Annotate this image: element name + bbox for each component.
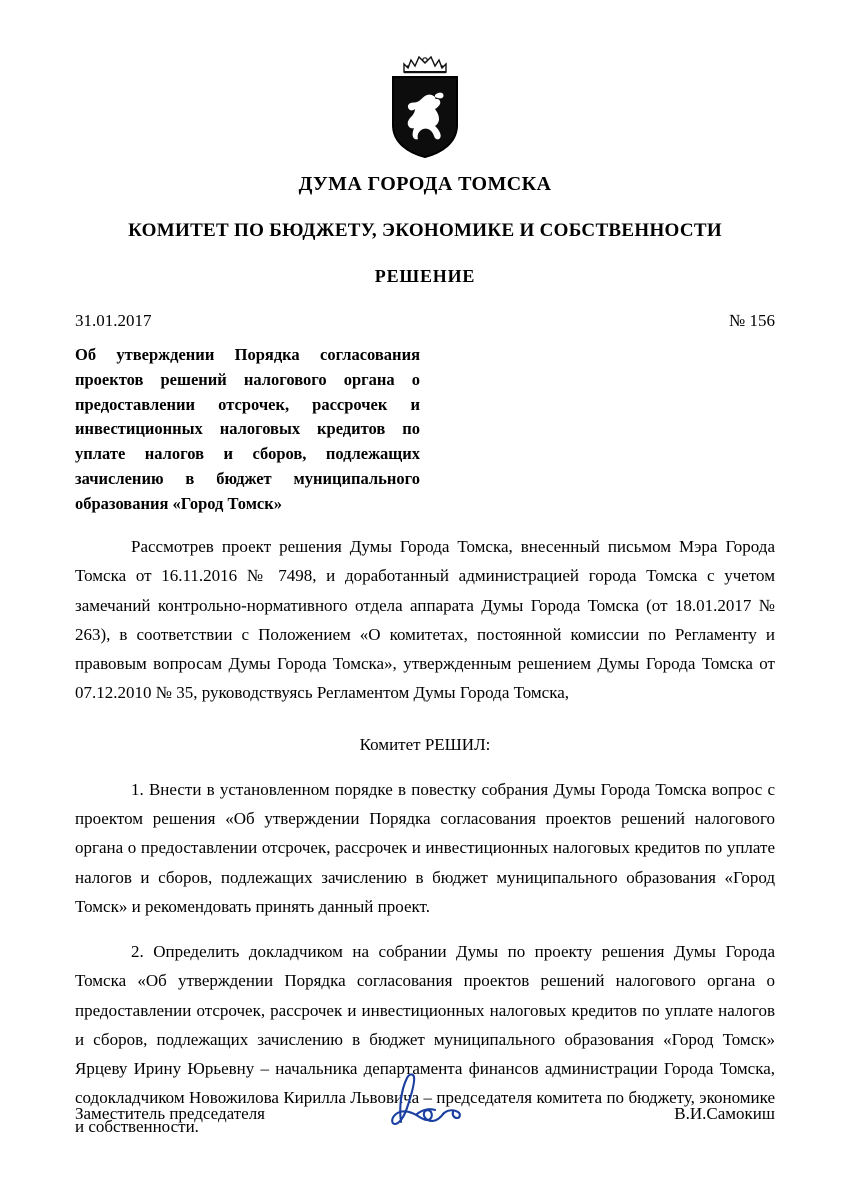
signatory-name: В.И.Самокиш — [674, 1104, 775, 1123]
document-date: 31.01.2017 — [75, 311, 152, 330]
document-meta — [75, 311, 775, 331]
resolution-item-2: 2. Определить докладчиком на собрании Думы по проекту решения Думы Города Томска «Об утверждении Порядка согласования проектов решений налогового органа о предоставлении отсрочек, рассрочек и инвестиционных налоговых кредитов по уплате налогов и сборов, подлежащих зачислению в бюджет муниципального образования «Город Томск» Ярцеву Ирину Юрьевну – начальника департамента финансов администрации Города Томска, содокладчиком Новожилова Кирилла Львовича – председателя комитета по бюджету, экономике и собственности. — [75, 942, 775, 1137]
document-type: РЕШЕНИЕ — [374, 266, 476, 286]
committee-title: КОМИТЕТ ПО БЮДЖЕТУ, ЭКОНОМИКЕ И СОБСТВЕННОСТИ — [128, 220, 722, 241]
shield-icon — [391, 75, 459, 159]
signatory-position: Заместитель председателя — [75, 1104, 265, 1123]
organization-title: ДУМА ГОРОДА ТОМСКА — [298, 173, 552, 195]
document-number: № 156 — [729, 311, 775, 330]
preamble-paragraph: Рассмотрев проект решения Думы Города Томска, внесенный письмом Мэра Города Томска от 16.11.2016 № 7498, и доработанный администрацией города Томска с учетом замечаний контрольно-нормативного отдела аппарата Думы Города Томска (от 18.01.2017 № 263), в соответствии с Положением «О комитетах, постоянной комиссии по Регламенту и правовым вопросам Думы Города Томска», утвержденным решением Думы Города Томска от 07.12.2010 № 35, руководствуясь Регламентом Думы Города Томска, — [75, 537, 775, 703]
signature-row — [75, 1104, 775, 1124]
emblem-container — [75, 0, 775, 159]
resolution-item-1: 1. Внести в установленном порядке в повестку собрания Думы Города Томска вопрос с проектом решения «Об утверждении Порядка согласования проектов решений налогового органа о предоставлении отсрочек, рассрочек и инвестиционных налоговых кредитов по уплате налогов и сборов, подлежащих зачислению в бюджет муниципального образования «Город Томск» и рекомендовать принять данный проект. — [75, 779, 775, 916]
crown-icon — [387, 52, 463, 74]
resolution-lead: Комитет РЕШИЛ: — [359, 734, 491, 754]
document-subject: Об утверждении Порядка согласования проектов решений налогового органа о предоставлении отсрочек, рассрочек и инвестиционных налоговых кредитов по уплате налогов и сборов, подлежащих зачислению в бюджет муниципального образования «Город Томск» — [75, 345, 420, 513]
tomsk-coat-of-arms-icon — [387, 52, 463, 159]
